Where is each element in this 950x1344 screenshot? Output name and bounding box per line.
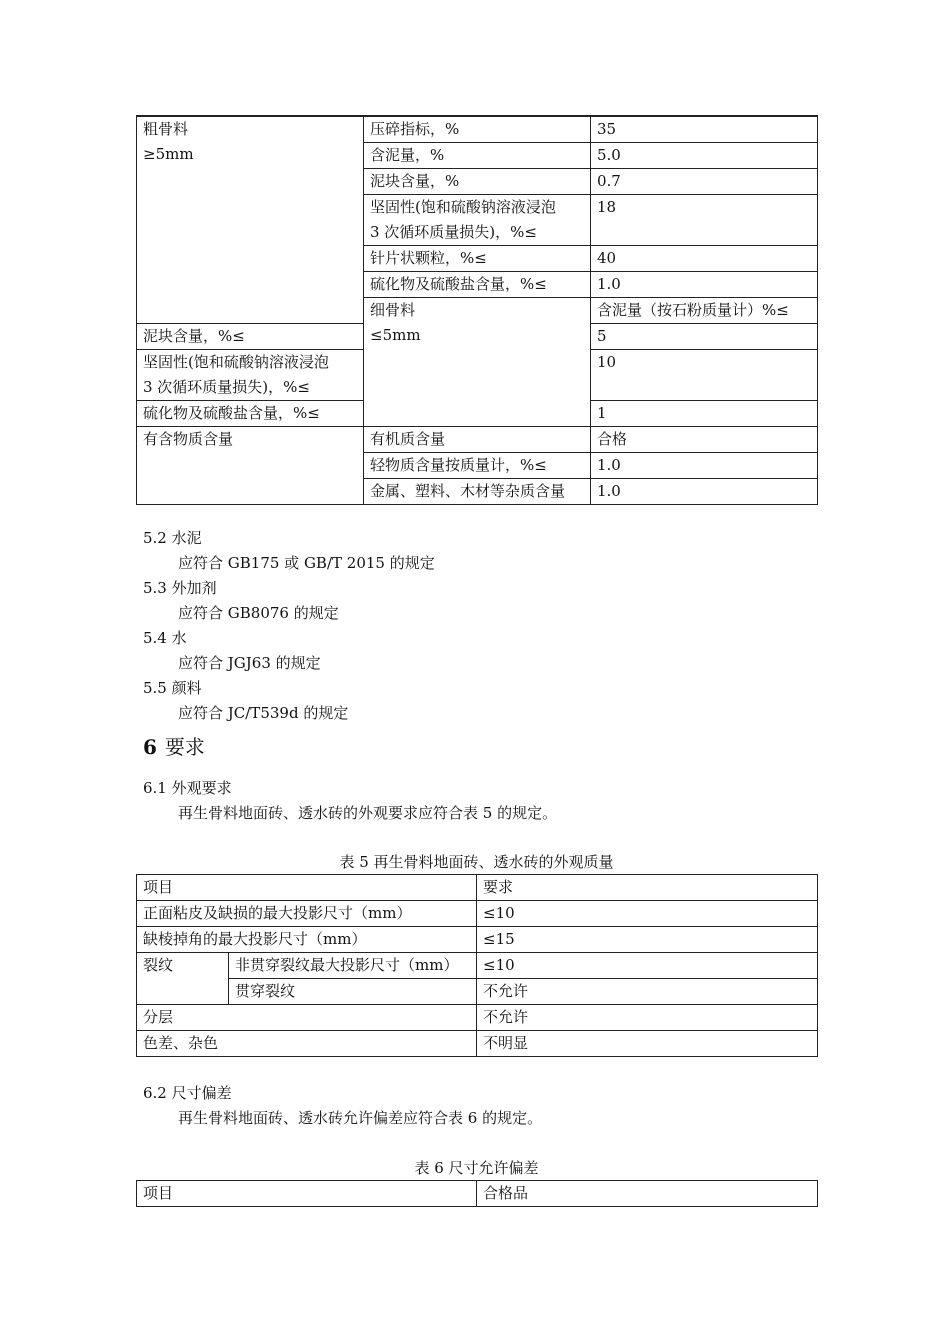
group-name-coarse xyxy=(137,117,364,324)
item-cell: 轻物质含量按质量计，%≤ xyxy=(364,453,591,479)
value-cell: 合格 xyxy=(591,427,818,453)
table6-caption: 表 6 尺寸允许偏差 xyxy=(414,1159,539,1177)
table-row xyxy=(137,427,818,453)
table-row xyxy=(137,927,818,953)
item-cell: 含泥量（按石粉质量计）%≤ xyxy=(591,298,818,324)
item-cell xyxy=(364,195,591,246)
chapter-number: 6 xyxy=(143,735,157,759)
value-cell: ≤15 xyxy=(477,927,818,953)
item-cell: 硫化物及硫酸盐含量，%≤ xyxy=(137,401,364,427)
chapter-heading xyxy=(143,734,205,760)
item-cell: 非贯穿裂纹最大投影尺寸（mm） xyxy=(229,953,477,979)
appearance-quality-table xyxy=(136,874,818,1057)
section-body-5-2: 应符合 GB175 或 GB/T 2015 的规定 xyxy=(178,554,435,572)
section-heading-5-3: 5.3 外加剂 xyxy=(143,579,217,597)
value-cell: 18 xyxy=(591,195,818,246)
table5-caption: 表 5 再生骨料地面砖、透水砖的外观质量 xyxy=(339,853,614,871)
value-cell: 40 xyxy=(591,246,818,272)
section-body-5-4: 应符合 JGJ63 的规定 xyxy=(178,654,321,672)
item-line: 3 次循环质量损失)，%≤ xyxy=(143,378,310,396)
value-cell: 不允许 xyxy=(477,979,818,1005)
header-cell: 合格品 xyxy=(477,1181,818,1207)
aggregate-requirements-table xyxy=(136,115,818,505)
section-body-6-2: 再生骨料地面砖、透水砖允许偏差应符合表 6 的规定。 xyxy=(178,1109,543,1127)
value-cell: 10 xyxy=(591,350,818,401)
item-cell: 金属、塑料、木材等杂质含量 xyxy=(364,479,591,505)
item-cell: 含泥量，% xyxy=(364,143,591,169)
item-cell: 硫化物及硫酸盐含量，%≤ xyxy=(364,272,591,298)
group-size: ≥5mm xyxy=(143,145,194,163)
table-row xyxy=(137,979,818,1005)
value-cell: ≤10 xyxy=(477,901,818,927)
item-cell: 色差、杂色 xyxy=(137,1031,477,1057)
table-row xyxy=(137,901,818,927)
table-row xyxy=(137,1031,818,1057)
section-heading-6-2: 6.2 尺寸偏差 xyxy=(143,1084,232,1102)
value-cell: 5 xyxy=(591,324,818,350)
section-heading-5-5: 5.5 颜料 xyxy=(143,679,202,697)
item-cell: 泥块含量，% xyxy=(364,169,591,195)
item-cell: 泥块含量，%≤ xyxy=(137,324,364,350)
value-cell: 0.7 xyxy=(591,169,818,195)
item-cell xyxy=(137,350,364,401)
table-header-row xyxy=(137,1181,818,1207)
section-body-6-1: 再生骨料地面砖、透水砖的外观要求应符合表 5 的规定。 xyxy=(178,804,558,822)
value-cell: 1.0 xyxy=(591,453,818,479)
value-cell: 不明显 xyxy=(477,1031,818,1057)
item-line: 3 次循环质量损失)，%≤ xyxy=(370,223,537,241)
section-body-5-3: 应符合 GB8076 的规定 xyxy=(178,604,339,622)
group-name: 粗骨料 xyxy=(143,120,189,138)
section-heading-6-1: 6.1 外观要求 xyxy=(143,779,232,797)
group-name: 细骨料 xyxy=(370,301,416,319)
section-heading-5-2: 5.2 水泥 xyxy=(143,529,202,547)
section-heading-5-4: 5.4 水 xyxy=(143,629,187,647)
value-cell: 35 xyxy=(591,117,818,143)
value-cell: ≤10 xyxy=(477,953,818,979)
item-cell: 正面粘皮及缺损的最大投影尺寸（mm） xyxy=(137,901,477,927)
item-cell: 分层 xyxy=(137,1005,477,1031)
section-body-5-5: 应符合 JC/T539d 的规定 xyxy=(178,704,349,722)
table-row xyxy=(137,953,818,979)
item-cell: 有机质含量 xyxy=(364,427,591,453)
value-cell: 5.0 xyxy=(591,143,818,169)
group-size: ≤5mm xyxy=(370,326,421,344)
value-cell: 1 xyxy=(591,401,818,427)
item-line: 坚固性(饱和硫酸钠溶液浸泡 xyxy=(370,198,556,216)
dimension-tolerance-table xyxy=(136,1180,818,1207)
item-line: 坚固性(饱和硫酸钠溶液浸泡 xyxy=(143,353,329,371)
table-row xyxy=(137,117,818,143)
group-name-fine xyxy=(364,298,591,427)
value-cell: 1.0 xyxy=(591,272,818,298)
table-row xyxy=(137,1005,818,1031)
item-cell: 贯穿裂纹 xyxy=(229,979,477,1005)
value-cell: 不允许 xyxy=(477,1005,818,1031)
chapter-title: 要求 xyxy=(164,735,205,759)
table-header-row xyxy=(137,875,818,901)
group-name-inclusions xyxy=(137,427,364,505)
group-name: 有含物质含量 xyxy=(143,430,234,448)
crack-label-cell: 裂纹 xyxy=(137,953,229,1005)
item-cell: 压碎指标，% xyxy=(364,117,591,143)
header-cell: 项目 xyxy=(137,1181,477,1207)
item-cell: 缺棱掉角的最大投影尺寸（mm） xyxy=(137,927,477,953)
header-cell: 要求 xyxy=(477,875,818,901)
item-cell: 针片状颗粒，%≤ xyxy=(364,246,591,272)
header-cell: 项目 xyxy=(137,875,477,901)
value-cell: 1.0 xyxy=(591,479,818,505)
